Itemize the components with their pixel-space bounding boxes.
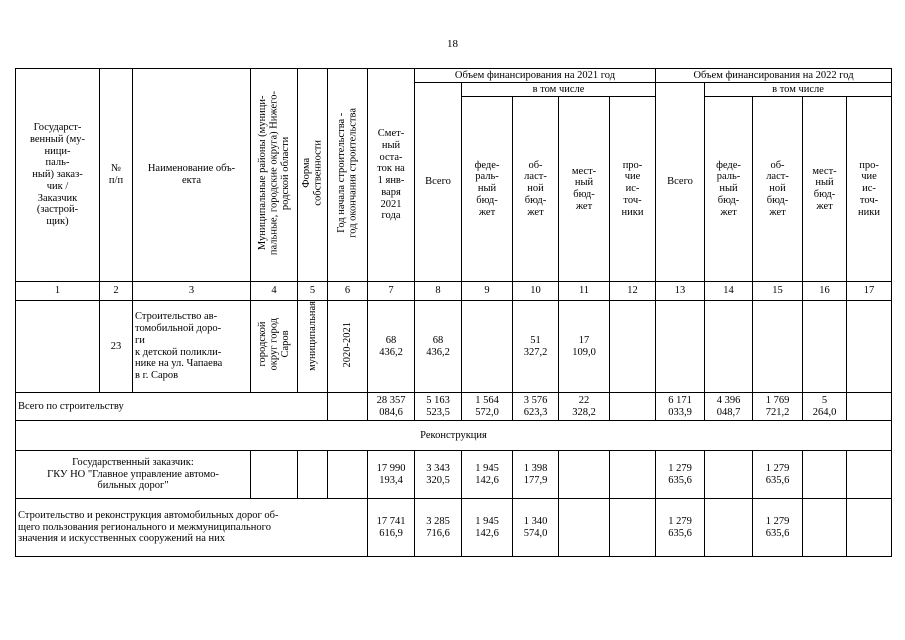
total-regional-2021: 3 576 623,3 bbox=[513, 393, 559, 421]
object-years: 2020-2021 bbox=[341, 321, 353, 368]
column-number: 14 bbox=[705, 282, 753, 301]
header-local-2022: мест- ный бюд- жет bbox=[803, 97, 847, 282]
header-object-name: Наименование объ- екта bbox=[133, 69, 251, 282]
column-number: 15 bbox=[753, 282, 803, 301]
roads-federal-2022 bbox=[705, 499, 753, 557]
column-number: 13 bbox=[656, 282, 705, 301]
object-local-2022 bbox=[803, 301, 847, 393]
column-number: 1 bbox=[16, 282, 100, 301]
object-other-2021 bbox=[610, 301, 656, 393]
roads-other-2021 bbox=[610, 499, 656, 557]
customer-regional-2022: 1 279 635,6 bbox=[753, 451, 803, 499]
total-local-2022: 5 264,0 bbox=[803, 393, 847, 421]
object-other-2022 bbox=[847, 301, 892, 393]
object-district-cell bbox=[251, 301, 298, 393]
column-number: 10 bbox=[513, 282, 559, 301]
roads-estimate: 17 741 616,9 bbox=[368, 499, 415, 557]
roads-total-2022: 1 279 635,6 bbox=[656, 499, 705, 557]
header-including-2022: в том числе bbox=[705, 83, 892, 97]
header-other-2021: про- чие ис- точ- ники bbox=[610, 97, 656, 282]
table-row-total-construction bbox=[16, 393, 892, 421]
customer-estimate: 17 990 193,4 bbox=[368, 451, 415, 499]
roads-federal-2021: 1 945 142,6 bbox=[462, 499, 513, 557]
financing-table bbox=[15, 68, 892, 557]
column-number: 4 bbox=[251, 282, 298, 301]
object-federal-2022 bbox=[705, 301, 753, 393]
object-ownership: муниципальная bbox=[306, 301, 318, 371]
column-number: 12 bbox=[610, 282, 656, 301]
column-number: 6 bbox=[328, 282, 368, 301]
customer-regional-2021: 1 398 177,9 bbox=[513, 451, 559, 499]
object-total-2021: 68 436,2 bbox=[415, 301, 462, 393]
header-years bbox=[328, 69, 368, 282]
header-total-2022: Всего bbox=[656, 83, 705, 282]
column-number: 7 bbox=[368, 282, 415, 301]
header-fin-2021: Объем финансирования на 2021 год bbox=[415, 69, 656, 83]
customer-empty-5 bbox=[298, 451, 328, 499]
header-years-text: Год начала строительства - год окончания строительства bbox=[335, 108, 359, 239]
object-npp: 23 bbox=[100, 301, 133, 393]
roads-other-2022 bbox=[847, 499, 892, 557]
header-federal-2021: феде- раль- ный бюд- жет bbox=[462, 97, 513, 282]
customer-empty-4 bbox=[251, 451, 298, 499]
header-including-2021: в том числе bbox=[462, 83, 656, 97]
roads-total-2021: 3 285 716,6 bbox=[415, 499, 462, 557]
header-fin-2022: Объем финансирования на 2022 год bbox=[656, 69, 892, 83]
object-local-2021: 17 109,0 bbox=[559, 301, 610, 393]
header-regional-2021: об- ласт- ной бюд- жет bbox=[513, 97, 559, 282]
header-customer: Государст- венный (му- ници- паль- ный) заказ- чик / Заказчик (застрой- щик) bbox=[16, 69, 100, 282]
customer-total-2021: 3 343 320,5 bbox=[415, 451, 462, 499]
table-row-object bbox=[16, 301, 892, 393]
object-district: городской округ город Саров bbox=[256, 318, 291, 371]
column-number: 17 bbox=[847, 282, 892, 301]
customer-total-2022: 1 279 635,6 bbox=[656, 451, 705, 499]
column-number: 9 bbox=[462, 282, 513, 301]
total-other-2021 bbox=[610, 393, 656, 421]
header-local-2021: мест- ный бюд- жет bbox=[559, 97, 610, 282]
roads-local-2021 bbox=[559, 499, 610, 557]
header-regional-2022: об- ласт- ной бюд- жет bbox=[753, 97, 803, 282]
roads-regional-2021: 1 340 574,0 bbox=[513, 499, 559, 557]
customer-other-2022 bbox=[847, 451, 892, 499]
roads-local-2022 bbox=[803, 499, 847, 557]
column-number: 8 bbox=[415, 282, 462, 301]
customer-empty-6 bbox=[328, 451, 368, 499]
total-2021: 5 163 523,5 bbox=[415, 393, 462, 421]
total-2022: 6 171 033,9 bbox=[656, 393, 705, 421]
header-total-2021: Всего bbox=[415, 83, 462, 282]
customer-label: Государственный заказчик: ГКУ НО "Главное управление автомо- бильных дорог" bbox=[16, 451, 251, 499]
total-local-2021: 22 328,2 bbox=[559, 393, 610, 421]
section-row bbox=[16, 421, 892, 451]
object-total-2022 bbox=[656, 301, 705, 393]
column-number: 2 bbox=[100, 282, 133, 301]
column-number: 5 bbox=[298, 282, 328, 301]
object-customer-cell bbox=[16, 301, 100, 393]
header-ownership-text: Форма собственности bbox=[300, 140, 324, 206]
total-other-2022 bbox=[847, 393, 892, 421]
table-row-customer bbox=[16, 451, 892, 499]
header-districts bbox=[251, 69, 298, 282]
header-npp: № п/п bbox=[100, 69, 133, 282]
total-estimate: 28 357 084,6 bbox=[368, 393, 415, 421]
table-row-roads bbox=[16, 499, 892, 557]
roads-label: Строительство и реконструкция автомобильных дорог об- щего пользования регионального и межмуниципального значения и искусственных сооружений на них bbox=[16, 499, 368, 557]
section-reconstruction: Реконструкция bbox=[16, 421, 892, 451]
column-number: 16 bbox=[803, 282, 847, 301]
customer-federal-2022 bbox=[705, 451, 753, 499]
object-regional-2021: 51 327,2 bbox=[513, 301, 559, 393]
total-construction-empty bbox=[328, 393, 368, 421]
header-estimate: Смет- ный оста- ток на 1 янв- варя 2021 года bbox=[368, 69, 415, 282]
page-number: 18 bbox=[447, 38, 458, 50]
total-federal-2022: 4 396 048,7 bbox=[705, 393, 753, 421]
total-federal-2021: 1 564 572,0 bbox=[462, 393, 513, 421]
column-numbers-row bbox=[16, 282, 892, 301]
object-ownership-cell bbox=[298, 301, 328, 393]
object-years-cell bbox=[328, 301, 368, 393]
column-number: 3 bbox=[133, 282, 251, 301]
object-federal-2021 bbox=[462, 301, 513, 393]
object-name: Строительство ав- томобильной доро- ги к детской поликли- нике на ул. Чапаева в г. Саров bbox=[133, 301, 251, 393]
column-number: 11 bbox=[559, 282, 610, 301]
total-construction-label: Всего по строительству bbox=[16, 393, 328, 421]
customer-local-2022 bbox=[803, 451, 847, 499]
header-districts-text: Муниципальные районы (муници- пальные, городские округа) Нижего- родской области bbox=[256, 91, 291, 256]
header-ownership bbox=[298, 69, 328, 282]
customer-local-2021 bbox=[559, 451, 610, 499]
total-regional-2022: 1 769 721,2 bbox=[753, 393, 803, 421]
customer-federal-2021: 1 945 142,6 bbox=[462, 451, 513, 499]
customer-other-2021 bbox=[610, 451, 656, 499]
object-estimate: 68 436,2 bbox=[368, 301, 415, 393]
roads-regional-2022: 1 279 635,6 bbox=[753, 499, 803, 557]
object-regional-2022 bbox=[753, 301, 803, 393]
header-other-2022: про- чие ис- точ- ники bbox=[847, 97, 892, 282]
header-federal-2022: феде- раль- ный бюд- жет bbox=[705, 97, 753, 282]
